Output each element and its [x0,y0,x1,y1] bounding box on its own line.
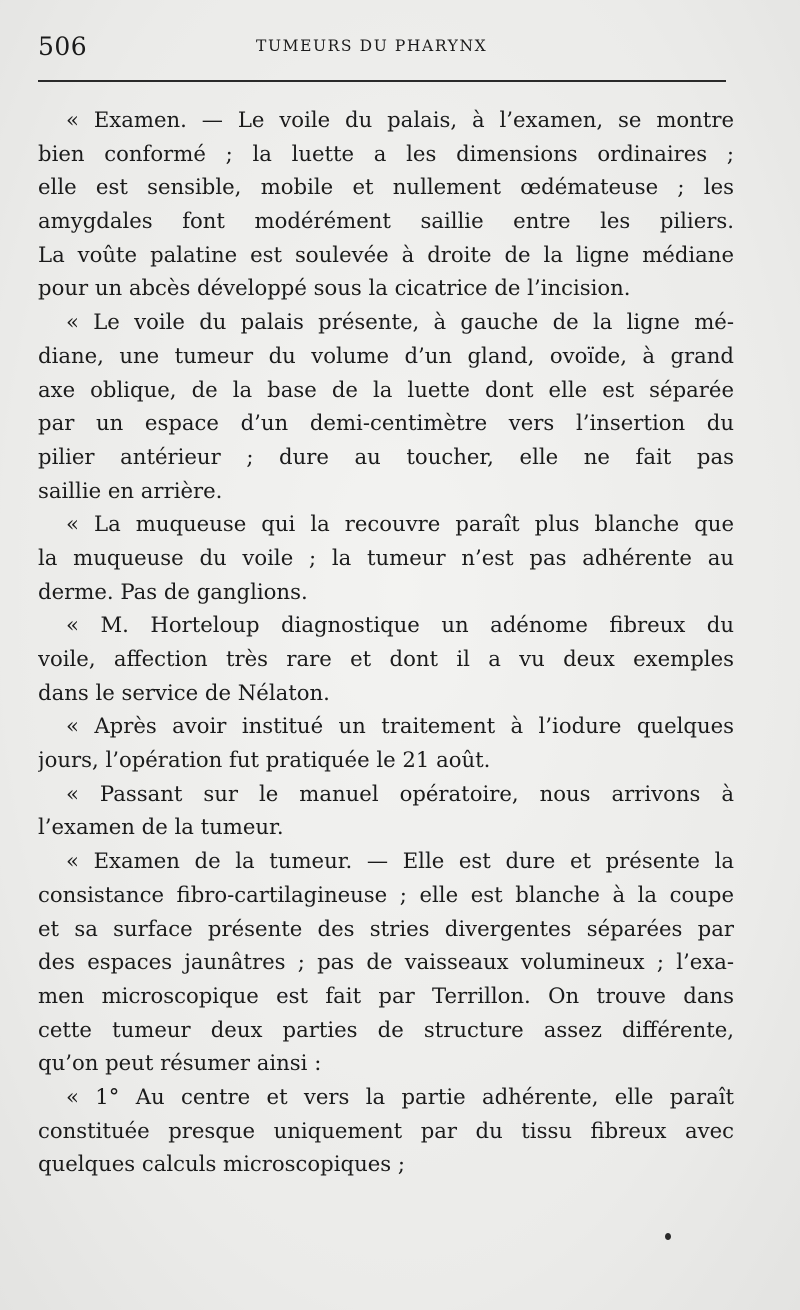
text-line: des espaces jaunâtres ; pas de vaisseaux volumineux ; l’exa- [38,949,734,975]
text-line: La voûte palatine est soulevée à droite de la ligne médiane [38,241,734,267]
text-line: men microscopique est fait par Terrillon. On trouve dans [38,982,734,1008]
text-line: « La muqueuse qui la recouvre paraît plus blanche que [66,511,734,537]
text-line: saillie en arrière. [38,477,223,503]
text-line: dans le service de Nélaton. [38,679,330,705]
text-line: elle est sensible, mobile et nullement œdémateuse ; les [38,174,734,200]
text-line: « Examen. — Le voile du palais, à l’examen, se montre [66,107,734,132]
text-line: l’examen de la tumeur. [38,814,284,840]
text-line: consistance fibro-cartilagineuse ; elle est blanche à la coupe [38,881,734,907]
text-line: derme. Pas de ganglions. [38,578,308,604]
text-line: « Le voile du palais présente, à gauche de la ligne mé- [66,309,734,335]
text-line: « Après avoir institué un traitement à l’iodure quelques [66,713,734,739]
text-line: amygdales font modérément saillie entre les piliers. [38,208,734,234]
header-rule [38,80,726,82]
text-line: pour un abcès développé sous la cicatrice de l’incision. [38,275,631,301]
text-line: cette tumeur deux parties de structure assez différente, [38,1016,734,1042]
text-line: pilier antérieur ; dure au toucher, elle ne fait pas [38,443,734,469]
text-line: qu’on peut résumer ainsi : [38,1050,322,1076]
text-line: jours, l’opération fut pratiquée le 21 août. [38,747,491,773]
text-line: par un espace d’un demi-centimètre vers l’insertion du [38,410,734,436]
text-line: « Examen de la tumeur. — Elle est dure et présente la [66,848,734,874]
text-line: « Passant sur le manuel opératoire, nous arrivons à [66,780,734,806]
text-line: « 1° Au centre et vers la partie adhérente, elle paraît [66,1083,734,1109]
page-number: 506 [38,32,88,61]
text-line: quelques calculs microscopiques ; [38,1151,405,1177]
text-line: et sa surface présente des stries divergentes séparées par [38,915,734,941]
text-line: « M. Horteloup diagnostique un adénome fibreux du [66,612,734,638]
running-title: TUMEURS DU PHARYNX [256,37,488,55]
text-line: voile, affection très rare et dont il a vu deux exemples [38,646,734,671]
ink-speck [665,1233,671,1240]
text-line: la muqueuse du voile ; la tumeur n’est pas adhérente au [38,544,734,570]
text-line: axe oblique, de la base de la luette dont elle est séparée [38,376,734,402]
text-line: constituée presque uniquement par du tissu fibreux avec [38,1117,734,1143]
text-line: bien conformé ; la luette a les dimensions ordinaires ; [38,140,734,166]
body-text [38,103,734,1181]
text-line: diane, une tumeur du volume d’un gland, ovoïde, à grand [38,342,734,368]
running-head [38,30,728,70]
